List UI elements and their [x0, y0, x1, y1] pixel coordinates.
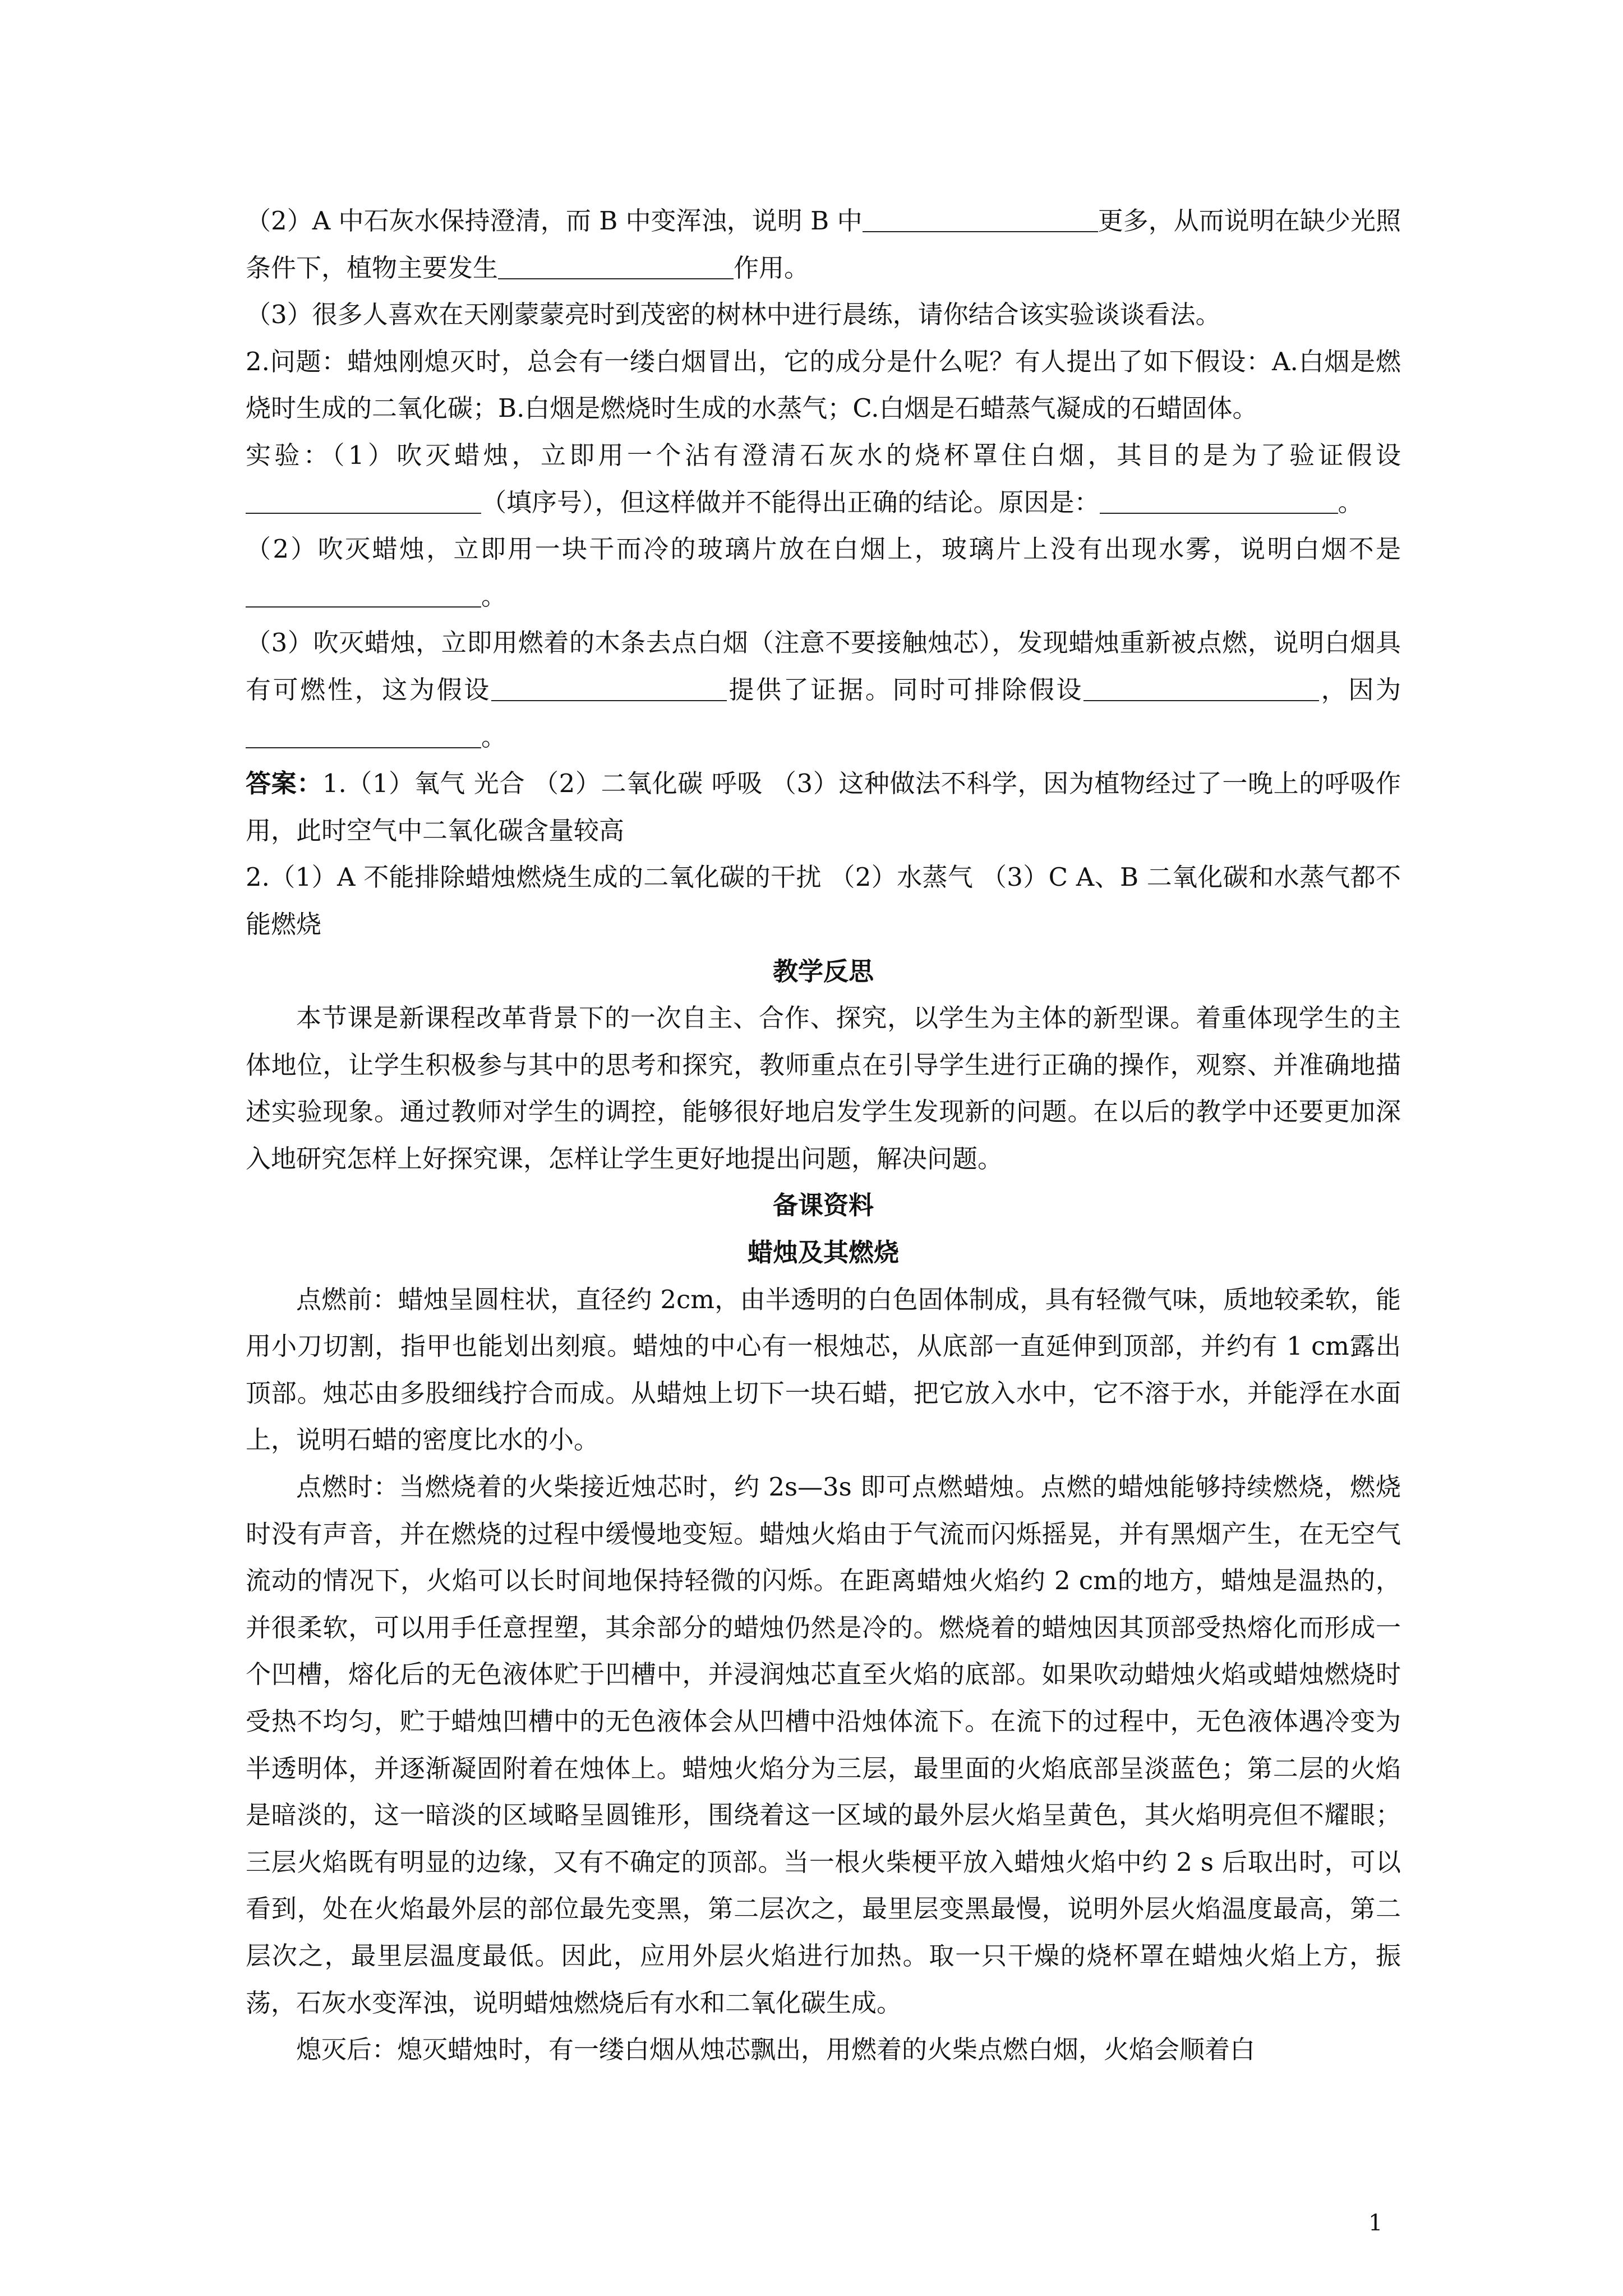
- section-title-materials: 备课资料: [772, 1190, 874, 1221]
- answer-blank[interactable]: [246, 722, 481, 748]
- question-2-experiment-2: （2）吹灭蜡烛，立即用一块干而冷的玻璃片放在白烟上，玻璃片上没有出现水雾，说明白烟不是。: [246, 534, 1401, 611]
- question-2-experiment-3: （3）吹灭蜡烛，立即用燃着的木条去点白烟（注意不要接触烛芯），发现蜡烛重新被点燃，说明白烟具有可燃性，这为假设 提供了证据。同时可排除假设 ，因为。: [246, 628, 1401, 752]
- answer-key-line-2: 2.（1）A 不能排除蜡烛燃烧生成的二氧化碳的干扰 （2）水蒸气 （3）C A、B 二氧化碳和水蒸气都不能燃烧: [246, 862, 1401, 939]
- question-2-experiment-1: 实验：（1）吹灭蜡烛，立即用一个沾有澄清石灰水的烧杯罩住白烟，其目的是为了验证假设（填序号），但这样做并不能得出正确的结论。原因是： 。: [246, 440, 1401, 517]
- section-subtitle-candle: 蜡烛及其燃烧: [747, 1237, 899, 1268]
- reflection-paragraph: 本节课是新课程改革背景下的一次自主、合作、探究，以学生为主体的新型课。着重体现学生的主体地位，让学生积极参与其中的思考和探究，教师重点在引导学生进行正确的操作，观察、并准确地描述实验现象。通过教师对学生的调控，能够很好地启发学生发现新的问题。在以后的教学中还要更加深入地研究怎样上好探究课，怎样让学生更好地提出问题，解决问题。: [246, 1003, 1401, 1174]
- answer-blank[interactable]: [246, 581, 481, 608]
- answer-blank[interactable]: [246, 487, 481, 514]
- question-2-intro: 2.问题：蜡烛刚熄灭时，总会有一缕白烟冒出，它的成分是什么呢？有人提出了如下假设：A.白烟是燃烧时生成的二氧化碳；B.白烟是燃烧时生成的水蒸气；C.白烟是石蜡蒸气凝成的石蜡固体。: [246, 346, 1401, 424]
- answer-label: 答案：: [246, 769, 322, 799]
- document-page: [246, 197, 1401, 2073]
- page-number: 1: [1368, 2210, 1383, 2236]
- section-title-reflection: 教学反思: [772, 956, 874, 986]
- paragraph-after-extinguishing: 熄灭后：熄灭蜡烛时，有一缕白烟从烛芯飘出，用燃着的火柴点燃白烟，火焰会顺着白: [296, 2035, 1256, 2065]
- question-1-part-3: （3）很多人喜欢在天刚蒙蒙亮时到茂密的树林中进行晨练，请你结合该实验谈谈看法。: [246, 300, 1221, 330]
- paragraph-before-lighting: 点燃前：蜡烛呈圆柱状，直径约 2cm，由半透明的白色固体制成，具有轻微气味，质地较柔软，能用小刀切割，指甲也能划出刻痕。蜡烛的中心有一根烛芯，从底部一直延伸到顶部，并约有 1 cm露出顶部。烛芯由多股细线拧合而成。从蜡烛上切下一块石蜡，把它放入水中，它不溶于水，并能浮在水面上，说明石蜡的密度比水的小。: [246, 1284, 1401, 1455]
- question-1-part-2: （2）A 中石灰水保持澄清，而 B 中变浑浊，说明 B 中 更多，从而说明在缺少光照条件下，植物主要发生 作用。: [246, 206, 1401, 283]
- answer-blank[interactable]: [498, 253, 734, 279]
- answer-blank[interactable]: [491, 675, 727, 701]
- answer-blank[interactable]: [1083, 675, 1319, 701]
- answer-blank[interactable]: [1100, 487, 1338, 514]
- answer-key-line-1: 答案：1.（1）氧气 光合 （2）二氧化碳 呼吸 （3）这种做法不科学，因为植物经过了一晚上的呼吸作用，此时空气中二氧化碳含量较高: [246, 769, 1401, 845]
- paragraph-while-burning: 点燃时：当燃烧着的火柴接近烛芯时，约 2s—3s 即可点燃蜡烛。点燃的蜡烛能够持续燃烧，燃烧时没有声音，并在燃烧的过程中缓慢地变短。蜡烛火焰由于气流而闪烁摇晃，并有黑烟产生，在无空气流动的情况下，火焰可以长时间地保持轻微的闪烁。在距离蜡烛火焰约 2 cm的地方，蜡烛是温热的，并很柔软，可以用手任意捏塑，其余部分的蜡烛仍然是冷的。燃烧着的蜡烛因其顶部受热熔化而形成一个凹槽，熔化后的无色液体贮于凹槽中，并浸润烛芯直至火焰的底部。如果吹动蜡烛火焰或蜡烛燃烧时受热不均匀，贮于蜡烛凹槽中的无色液体会从凹槽中沿烛体流下。在流下的过程中，无色液体遇冷变为半透明体，并逐渐凝固附着在烛体上。蜡烛火焰分为三层，最里面的火焰底部呈淡蓝色；第二层的火焰是暗淡的，这一暗淡的区域略呈圆锥形，围绕着这一区域的最外层火焰呈黄色，其火焰明亮但不耀眼；三层火焰既有明显的边缘，又有不确定的顶部。当一根火柴梗平放入蜡烛火焰中约 2 s 后取出时，可以看到，处在火焰最外层的部位最先变黑，第二层次之，最里层变黑最慢，说明外层火焰温度最高，第二层次之，最里层温度最低。因此，应用外层火焰进行加热。取一只干燥的烧杯罩在蜡烛火焰上方，振荡，石灰水变浑浊，说明蜡烛燃烧后有水和二氧化碳生成。: [246, 1472, 1401, 2018]
- answer-blank[interactable]: [863, 206, 1098, 232]
